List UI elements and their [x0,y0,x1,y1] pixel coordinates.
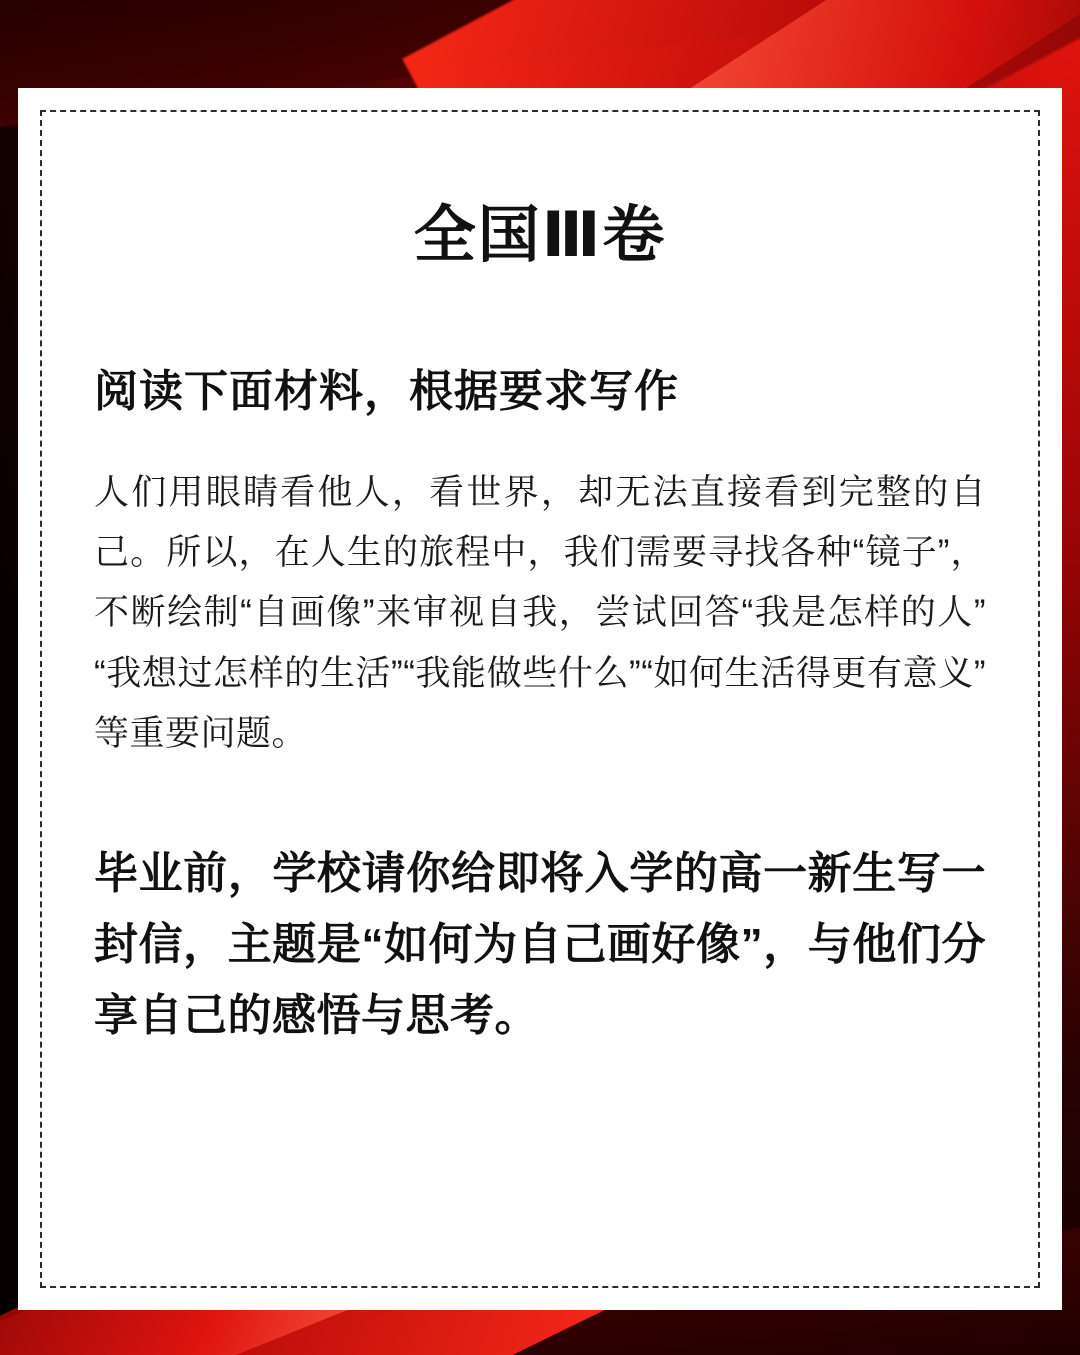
dashed-frame [40,110,1040,1288]
material-paragraph: 人们用眼睛看他人，看世界，却无法直接看到完整的自己。所以，在人生的旅程中，我们需要寻找各种“镜子”，不断绘制“自画像”来审视自我，尝试回答“我是怎样的人”“我想过怎样的生活”“我能做些什么”“如何生活得更有意义”等重要问题。 [94,472,986,753]
section-heading: 阅读下面材料，根据要求写作 [94,367,679,417]
page-title: 全国Ⅲ卷 [413,201,667,270]
content-card [18,88,1062,1310]
writing-prompt-paragraph: 毕业前，学校请你给即将入学的高一新生写一封信，主题是“如何为自己画好像”，与他们分享自己的感悟与思考。 [94,848,986,1041]
